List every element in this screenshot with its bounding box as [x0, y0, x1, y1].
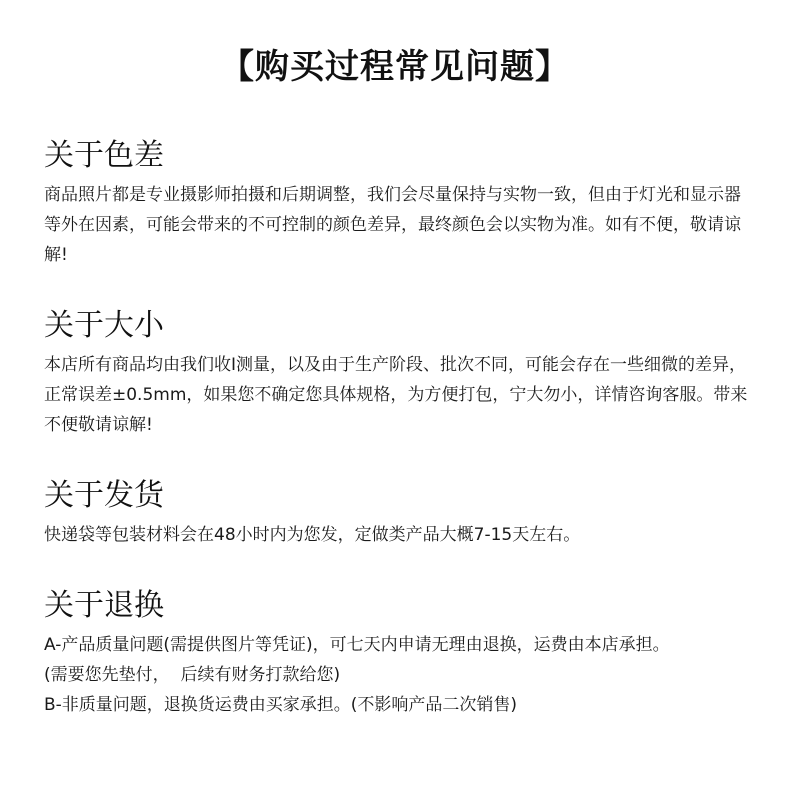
section-color-difference: [44, 136, 754, 270]
section-heading: 关于大小: [44, 308, 164, 343]
section-body: 商品照片都是专业摄影师拍摄和后期调整，我们会尽量保持与实物一致，但由于灯光和显示器等外在因素，可能会带来的不可控制的颜色差异，最终颜色会以实物为准。如有不便，敬请谅解!: [44, 185, 741, 265]
section-line: A-产品质量问题(需提供图片等凭证)，可七天内申请无理由退换，运费由本店承担。: [44, 635, 670, 655]
section-returns: [44, 586, 754, 720]
section-shipping: [44, 476, 754, 550]
section-heading: 关于退换: [44, 588, 164, 623]
page-title: 【购买过程常见问题】: [220, 47, 570, 87]
section-size: [44, 306, 754, 440]
section-line: B-非质量问题，退换货运费由买家承担。(不影响产品二次销售): [44, 695, 518, 715]
section-body: 本店所有商品均由我们收I测量，以及由于生产阶段、批次不同，可能会存在一些细微的差异，正常误差±0.5mm，如果您不确定您具体规格，为方便打包，宁大勿小，详情咨询客服。带来不便敬请谅解!: [44, 355, 748, 435]
section-line: (需要您先垫付， 后续有财务打款给您): [44, 665, 341, 685]
section-heading: 关于发货: [44, 478, 164, 513]
section-body: 快递袋等包装材料会在48小时内为您发，定做类产品大概7-15天左右。: [44, 525, 581, 545]
section-heading: 关于色差: [44, 138, 164, 173]
